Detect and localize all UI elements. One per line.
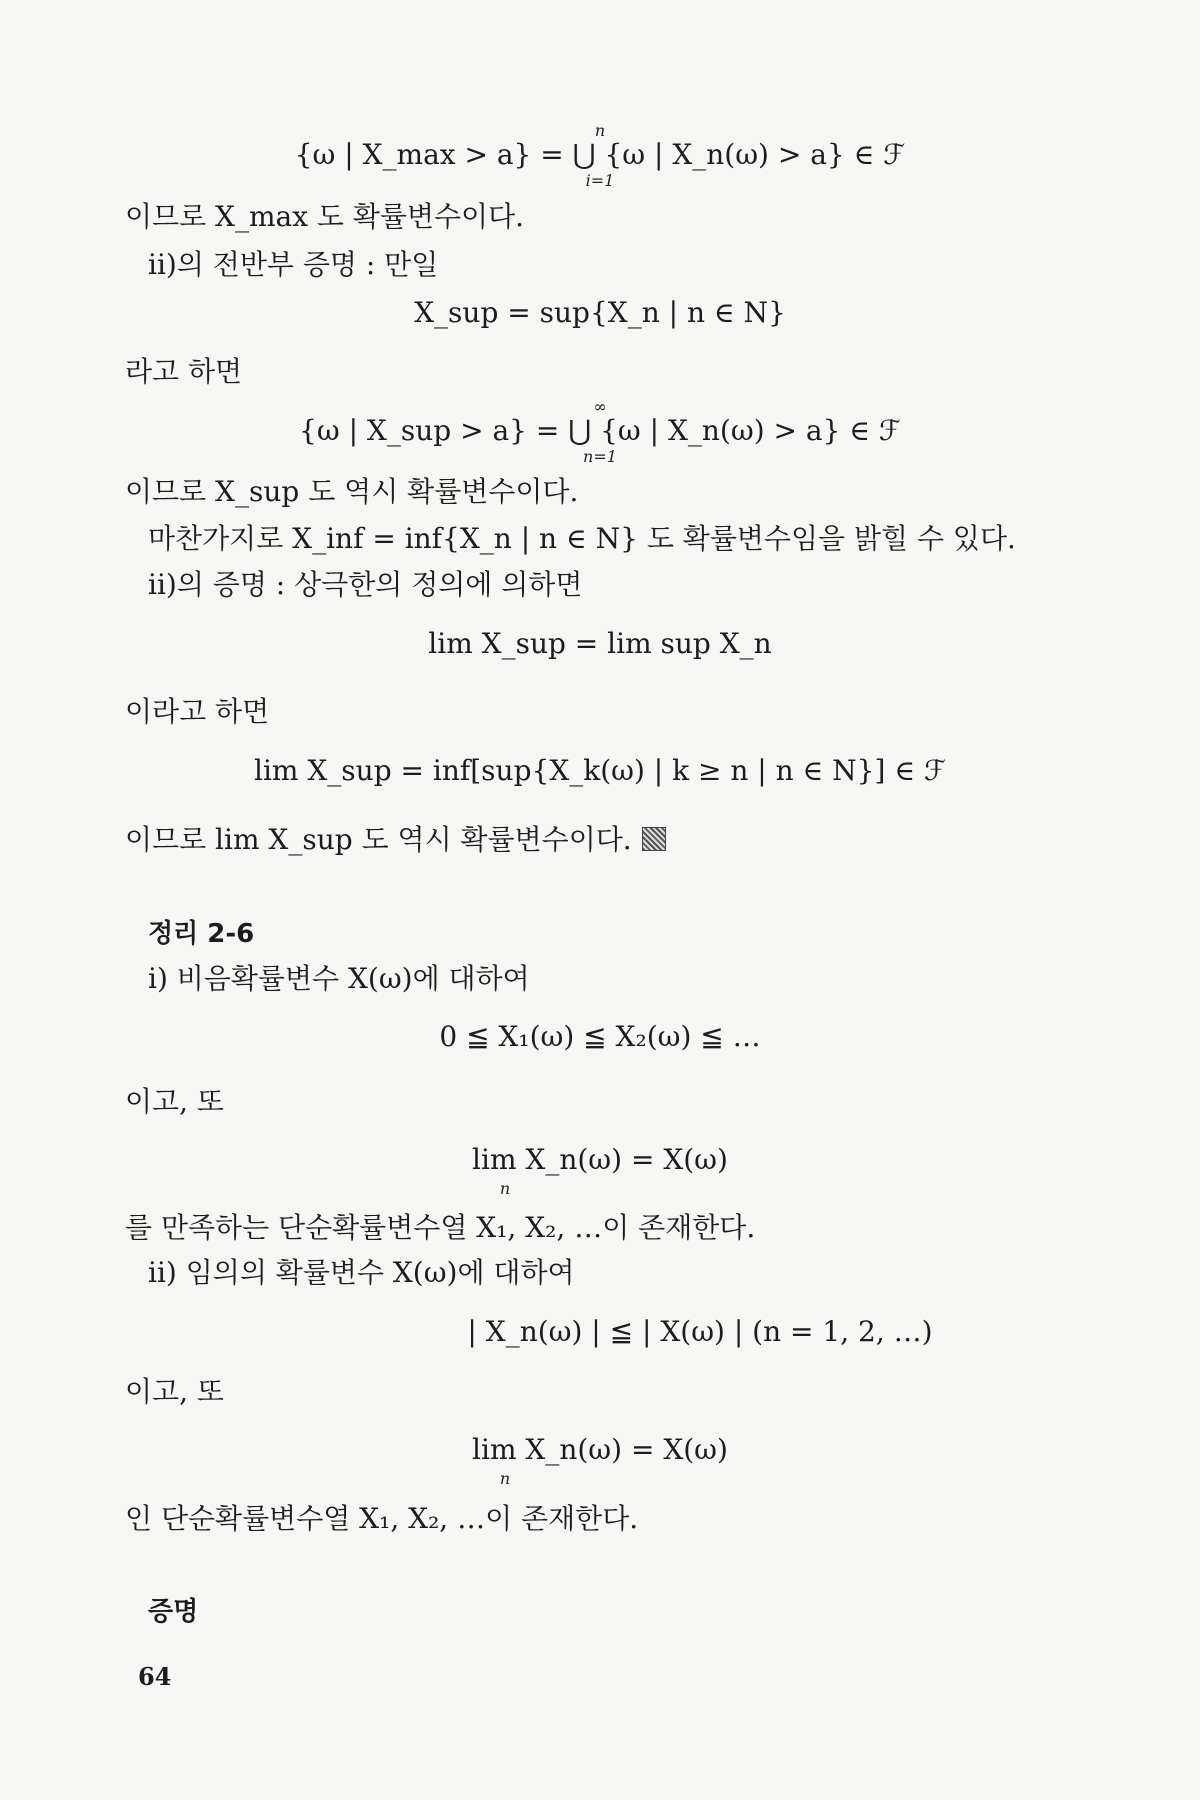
text-span: 이므로 lim X_sup 도 역시 확률변수이다. bbox=[125, 823, 632, 856]
equation-limit: lim X_n(ω) = X(ω) bbox=[472, 1433, 728, 1466]
text-line: 이라고 하면 bbox=[125, 695, 270, 728]
text-line: ii)의 증명 : 상극한의 정의에 의하면 bbox=[148, 568, 583, 601]
union-upper-limit: ∞ bbox=[593, 397, 607, 416]
end-of-proof-icon bbox=[642, 827, 666, 851]
equation-abs-bound: | X_n(ω) | ≦ | X(ω) | (n = 1, 2, …) bbox=[467, 1315, 933, 1348]
text-line: 마찬가지로 X_inf = inf{X_n | n ∈ N} 도 확률변수임을 밝힐 수 있다. bbox=[148, 522, 1016, 555]
equation-limit: lim X_n(ω) = X(ω) bbox=[472, 1143, 728, 1176]
text-line: ii)의 전반부 증명 : 만일 bbox=[148, 248, 439, 281]
text-line: i) 비음확률변수 X(ω)에 대하여 bbox=[148, 962, 530, 995]
text-line: 를 만족하는 단순확률변수열 X₁, X₂, …이 존재한다. bbox=[125, 1211, 756, 1244]
union-lower-limit: n=1 bbox=[583, 447, 617, 466]
text-line: 이므로 X_sup 도 역시 확률변수이다. bbox=[125, 475, 579, 508]
text-line: 이므로 X_max 도 확률변수이다. bbox=[125, 200, 525, 233]
equation-union-max: {ω | X_max > a} = ⋃ {ω | X_n(ω) > a} ∈ ℱ bbox=[294, 138, 906, 171]
equation-monotone: 0 ≦ X₁(ω) ≦ X₂(ω) ≦ … bbox=[439, 1020, 761, 1053]
equation-liminf-sup: lim X_sup = inf[sup{X_k(ω) | k ≥ n | n ∈ N}] ∈ ℱ bbox=[254, 754, 946, 787]
equation-xsup-def: X_sup = sup{X_n | n ∈ N} bbox=[414, 296, 786, 329]
text-line: 인 단순확률변수열 X₁, X₂, …이 존재한다. bbox=[125, 1502, 639, 1535]
page-number: 64 bbox=[138, 1662, 172, 1691]
theorem-heading: 정리 2-6 bbox=[148, 919, 255, 949]
text-line: 이고, 또 bbox=[125, 1375, 224, 1408]
text-line: 라고 하면 bbox=[125, 355, 243, 388]
limit-subscript: n bbox=[499, 1179, 511, 1198]
text-line bbox=[125, 823, 666, 857]
proof-heading: 증명 bbox=[148, 1597, 199, 1627]
union-upper-limit: n bbox=[594, 121, 606, 140]
equation-limsup: lim X_sup = lim sup X_n bbox=[428, 627, 772, 660]
text-line: 이고, 또 bbox=[125, 1085, 224, 1118]
limit-subscript: n bbox=[499, 1469, 511, 1488]
text-line: ii) 임의의 확률변수 X(ω)에 대하여 bbox=[148, 1256, 575, 1289]
equation-union-sup: {ω | X_sup > a} = ⋃ {ω | X_n(ω) > a} ∈ ℱ bbox=[299, 414, 901, 447]
union-lower-limit: i=1 bbox=[585, 171, 615, 190]
